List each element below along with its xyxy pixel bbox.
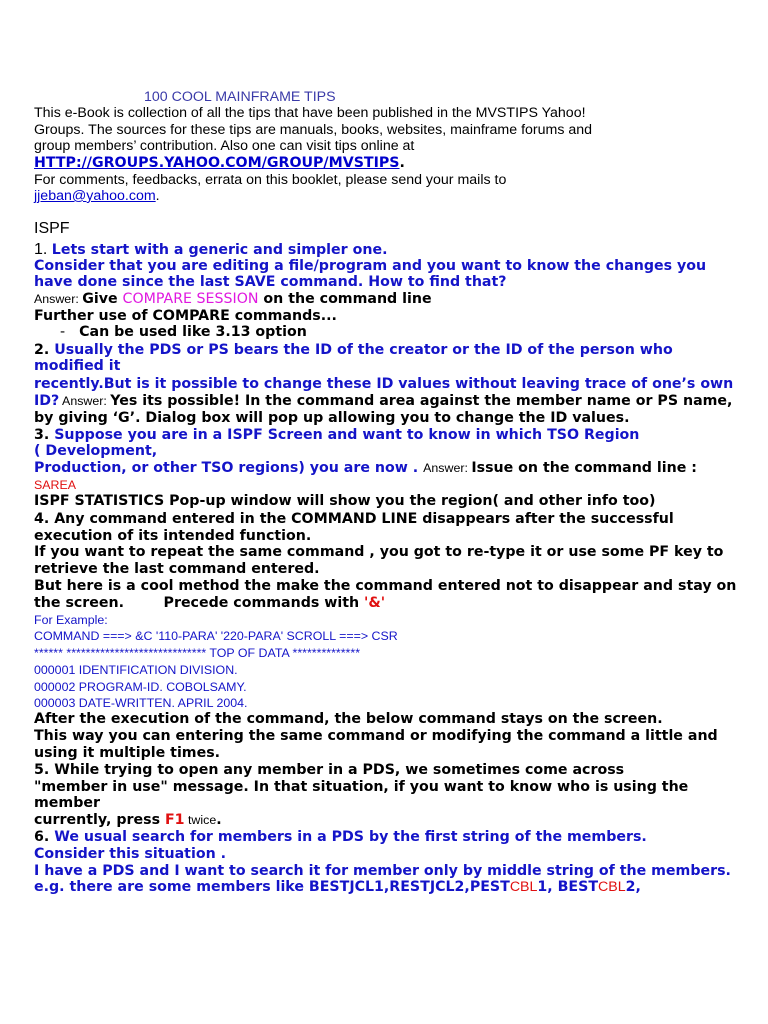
intro-email-line: jjeban@yahoo.com. <box>34 188 160 204</box>
tip1-further: Further use of COMPARE commands... <box>34 308 337 324</box>
code-line-top-of-data: ****** ***************************** TOP OF DATA ************** <box>34 646 361 660</box>
code-line-1: 000001 IDENTIFICATION DIVISION. <box>34 663 238 677</box>
tip2-line-1: 2. Usually the PDS or PS bears the ID of the creator or the ID of the person who <box>34 342 673 358</box>
tip4-line-8: This way you can entering the same command or modifying the command a little and <box>34 728 718 744</box>
tip2-answer-2: by giving ‘G’. Dialog box will pop up allowing you to change the ID values. <box>34 410 630 426</box>
tip4-example-label: For Example: <box>34 613 108 627</box>
dash-bullet-icon: - <box>60 324 66 340</box>
tip2-line-3: recently.But is it possible to change these ID values without leaving trace of one’s own <box>34 376 734 392</box>
tip1-line-3: have done since the last SAVE command. How to find that? <box>34 274 507 290</box>
intro-line-4: For comments, feedbacks, errata on this booklet, please send your mails to <box>34 172 507 188</box>
tip4-line-2: execution of its intended function. <box>34 528 312 544</box>
tip3-line-1: 3. Suppose you are in a ISPF Screen and want to know in which TSO Region <box>34 427 640 443</box>
tip1-line-2: Consider that you are editing a file/program and you want to know the changes you <box>34 258 707 274</box>
tip1-line-1: 1. Lets start with a generic and simpler one. <box>34 241 388 258</box>
tip3-line-3: Production, or other TSO regions) you are now . Answer: Issue on the command line : <box>34 460 697 476</box>
tip1-answer: Answer: Give COMPARE SESSION on the command line <box>34 291 432 307</box>
tip5-line-4: currently, press F1 twice. <box>34 812 222 828</box>
mvstips-link[interactable]: HTTP://GROUPS.YAHOO.COM/GROUP/MVSTIPS <box>34 155 400 171</box>
tip5-line-1: 5. While trying to open any member in a PDS, we sometimes come across <box>34 762 625 778</box>
code-line-2: 000002 PROGRAM-ID. COBOLSAMY. <box>34 680 247 694</box>
tip2-answer: ID? Answer: Yes its possible! In the command area against the member name or PS name, <box>34 393 733 409</box>
tip4-line-1: 4. Any command entered in the COMMAND LINE disappears after the successful <box>34 511 674 527</box>
tip4-line-7: After the execution of the command, the below command stays on the screen. <box>34 711 663 727</box>
f1-key: F1 <box>164 812 185 828</box>
email-link[interactable]: jjeban@yahoo.com <box>34 188 156 204</box>
tip1-bullet-item: - Can be used like 3.13 option <box>60 324 307 340</box>
book-title: 100 COOL MAINFRAME TIPS <box>144 89 336 105</box>
tip2-line-2: modified it <box>34 358 121 374</box>
section-heading: ISPF <box>34 220 70 237</box>
intro-line-1: This e-Book is collection of all the tips that have been published in the MVSTIPS Yahoo! <box>34 105 586 121</box>
tip3-answer-2: ISPF STATISTICS Pop-up window will show you the region( and other info too) <box>34 493 656 509</box>
intro-line-2: Groups. The sources for these tips are manuals, books, websites, mainframe forums and <box>34 122 593 138</box>
code-line-3: 000003 DATE-WRITTEN. APRIL 2004. <box>34 696 248 710</box>
tip4-line-9: using it multiple times. <box>34 745 221 761</box>
tip4-line-5: But here is a cool method the make the command entered not to disappear and stay on <box>34 578 737 594</box>
tip4-line-4: retrieve the last command entered. <box>34 561 320 577</box>
tip6-line-4: e.g. there are some members like BESTJCL1,RESTJCL2,PESTCBL1, BESTCBL2, <box>34 879 641 895</box>
tip5-line-3: member <box>34 795 100 811</box>
tip4-line-6: the screen. Precede commands with '&' <box>34 595 386 611</box>
tip6-line-3: I have a PDS and I want to search it for member only by middle string of the members. <box>34 863 731 879</box>
tip6-line-2: Consider this situation . <box>34 846 226 862</box>
tip6-line-1: 6. We usual search for members in a PDS by the first string of the members. <box>34 829 647 845</box>
tip5-line-2: "member in use" message. In that situation, if you want to know who is using the <box>34 779 689 795</box>
code-line-command: COMMAND ===> &C '110-PARA' '220-PARA' SCROLL ===> CSR <box>34 629 398 643</box>
tip4-line-3: If you want to repeat the same command , you got to re-type it or use some PF key to <box>34 544 724 560</box>
tip3-line-2: ( Development, <box>34 443 158 459</box>
intro-line-3: group members’ contribution. Also one can visit tips online at <box>34 138 415 154</box>
tip3-command: SAREA <box>34 478 77 492</box>
intro-link-line: HTTP://GROUPS.YAHOO.COM/GROUP/MVSTIPS. <box>34 155 405 171</box>
